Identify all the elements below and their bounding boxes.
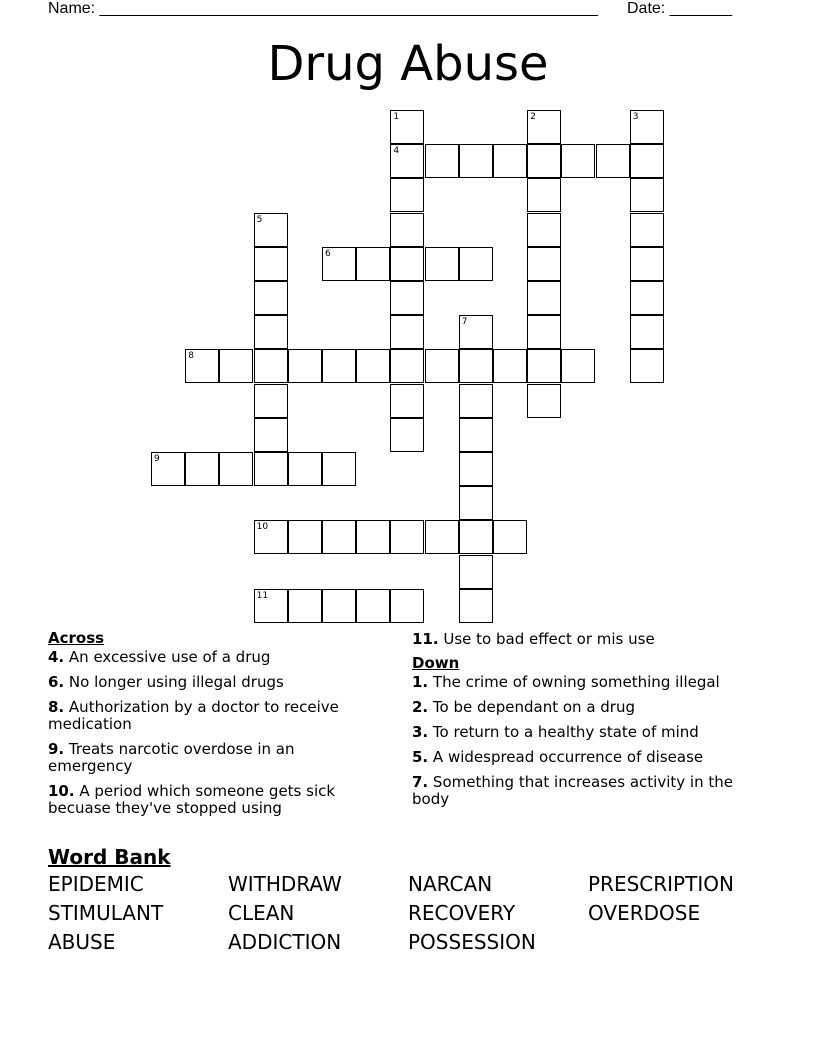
clue-number: 3. [412,723,429,741]
crossword-cell[interactable] [527,178,561,212]
clue-down-7 [412,774,742,808]
clue-number: 5. [412,748,429,766]
crossword-cell[interactable] [322,247,356,281]
crossword-cell[interactable] [288,452,322,486]
clue-text: To be dependant on a drug [432,698,636,716]
crossword-cell[interactable] [356,349,390,383]
crossword-cell[interactable] [527,349,561,383]
crossword-cell[interactable] [254,589,288,623]
cell-clue-number: 7 [461,317,468,328]
crossword-cell[interactable] [459,418,493,452]
crossword-cell[interactable] [527,144,561,178]
crossword-cell[interactable] [390,418,424,452]
crossword-cell[interactable] [630,349,664,383]
crossword-cell[interactable] [288,520,322,554]
crossword-cell[interactable] [527,213,561,247]
clue-across-10 [48,783,378,817]
clue-text: Authorization by a doctor to receive medication [48,698,339,733]
crossword-cell[interactable] [288,589,322,623]
clue-number: 4. [48,648,65,666]
crossword-cell[interactable] [390,178,424,212]
date-field-label: Date: _______ [627,0,732,17]
crossword-cell[interactable] [356,589,390,623]
cell-clue-number: 9 [154,454,160,464]
clue-number: 8. [48,698,65,716]
crossword-cell[interactable] [596,144,630,178]
crossword-cell[interactable] [185,349,219,383]
crossword-cell[interactable] [322,452,356,486]
crossword-cell[interactable] [459,144,493,178]
crossword-cell[interactable] [390,349,424,383]
clue-down-5 [412,749,742,766]
word-bank-item: ADDICTION [228,930,342,954]
crossword-cell[interactable] [390,520,424,554]
crossword-cell[interactable] [459,315,493,349]
clue-text: A widespread occurrence of disease [432,748,704,766]
word-bank-title: Word Bank [48,845,171,869]
page-title: Drug Abuse [267,36,549,92]
crossword-cell[interactable] [425,144,459,178]
crossword-cell[interactable] [527,384,561,418]
crossword-cell[interactable] [561,349,595,383]
crossword-cell[interactable] [493,144,527,178]
word-bank-item: RECOVERY [408,901,516,925]
crossword-cell[interactable] [561,144,595,178]
crossword-cell[interactable] [459,520,493,554]
crossword-cell[interactable] [322,349,356,383]
crossword-cell[interactable] [322,520,356,554]
word-bank-item: POSSESSION [408,930,536,954]
crossword-cell[interactable] [254,418,288,452]
crossword-cell[interactable] [630,247,664,281]
crossword-cell[interactable] [254,281,288,315]
clues-left-column [48,630,378,825]
crossword-cell[interactable] [630,178,664,212]
crossword-cell[interactable] [219,452,253,486]
clue-text: No longer using illegal drugs [68,673,284,691]
crossword-cell[interactable] [459,589,493,623]
word-bank-item: ABUSE [48,930,116,954]
crossword-cell[interactable] [356,247,390,281]
clue-across-11 [412,631,742,648]
word-bank-item: STIMULANT [48,901,164,925]
crossword-cell[interactable] [390,281,424,315]
clue-number: 11. [412,630,439,648]
crossword-cell[interactable] [390,315,424,349]
crossword-cell[interactable] [425,520,459,554]
word-bank-item: EPIDEMIC [48,872,144,896]
crossword-cell[interactable] [459,247,493,281]
crossword-cell[interactable] [254,247,288,281]
cell-clue-number: 2 [530,112,536,122]
word-bank-item: WITHDRAW [228,872,342,896]
clue-number: 2. [412,698,429,716]
crossword-cell[interactable] [254,349,288,383]
cell-clue-number: 10 [256,522,269,533]
clue-across-4 [48,649,378,666]
clue-number: 9. [48,740,65,758]
crossword-cell[interactable] [459,452,493,486]
cell-clue-number: 1 [393,112,400,122]
clue-across-9 [48,741,378,775]
crossword-cell[interactable] [630,144,664,178]
clue-text: An excessive use of a drug [68,648,271,666]
crossword-cell[interactable] [459,555,493,589]
crossword-cell[interactable] [630,213,664,247]
clue-down-2 [412,699,742,716]
crossword-cell[interactable] [459,384,493,418]
crossword-cell[interactable] [425,349,459,383]
crossword-cell[interactable] [459,486,493,520]
clue-text: Use to bad effect or mis use [443,630,655,648]
crossword-cell[interactable] [288,349,322,383]
crossword-cell[interactable] [254,384,288,418]
cell-clue-number: 8 [188,351,194,362]
crossword-cell[interactable] [527,315,561,349]
cell-clue-number: 6 [325,248,331,259]
across-heading: Across [48,629,105,647]
clue-text: The crime of owning something illegal [432,673,720,691]
clue-number: 10. [48,782,75,800]
crossword-cell[interactable] [254,520,288,554]
clues-right-column [412,631,742,816]
word-bank-item: OVERDOSE [588,901,701,925]
word-bank [48,872,768,954]
crossword-cell[interactable] [219,349,253,383]
crossword-cell[interactable] [527,281,561,315]
cell-clue-number: 4 [393,146,400,157]
crossword-cell[interactable] [425,247,459,281]
down-heading: Down [412,654,460,672]
crossword-cell[interactable] [630,315,664,349]
word-bank-item: CLEAN [228,901,295,925]
clue-down-3 [412,724,742,741]
crossword-cell[interactable] [390,247,424,281]
clue-number: 7. [412,773,429,791]
crossword-cell[interactable] [356,520,390,554]
crossword-cell[interactable] [390,213,424,247]
crossword-cell[interactable] [493,349,527,383]
word-bank-item: PRESCRIPTION [588,872,734,896]
clue-text: Treats narcotic overdose in an emergency [48,740,295,775]
crossword-cell[interactable] [390,589,424,623]
crossword-cell[interactable] [527,247,561,281]
crossword-cell[interactable] [390,110,424,144]
crossword-cell[interactable] [254,452,288,486]
crossword-cell[interactable] [390,144,424,178]
crossword-cell[interactable] [185,452,219,486]
cell-clue-number: 5 [256,214,263,225]
word-bank-item: NARCAN [408,872,493,896]
crossword-cell[interactable] [459,349,493,383]
crossword-cell[interactable] [254,213,288,247]
crossword-cell[interactable] [493,520,527,554]
name-field-label: Name: ________________________________________________________ [48,0,598,17]
crossword-cell[interactable] [254,315,288,349]
crossword-cell[interactable] [322,589,356,623]
clue-across-6 [48,674,378,691]
clue-number: 6. [48,673,65,691]
clue-text: Something that increases activity in the body [412,773,733,808]
clue-down-1 [412,674,742,691]
crossword-cell[interactable] [527,110,561,144]
cell-clue-number: 3 [632,112,639,122]
cell-clue-number: 11 [256,590,269,601]
clue-text: To return to a healthy state of mind [432,723,699,741]
crossword-cell[interactable] [630,281,664,315]
clue-text: A period which someone gets sick becuase they've stopped using [48,782,336,817]
crossword-cell[interactable] [630,110,664,144]
crossword-cell[interactable] [390,384,424,418]
crossword-cell[interactable] [151,452,185,486]
clue-across-8 [48,699,378,733]
clue-number: 1. [412,673,429,691]
